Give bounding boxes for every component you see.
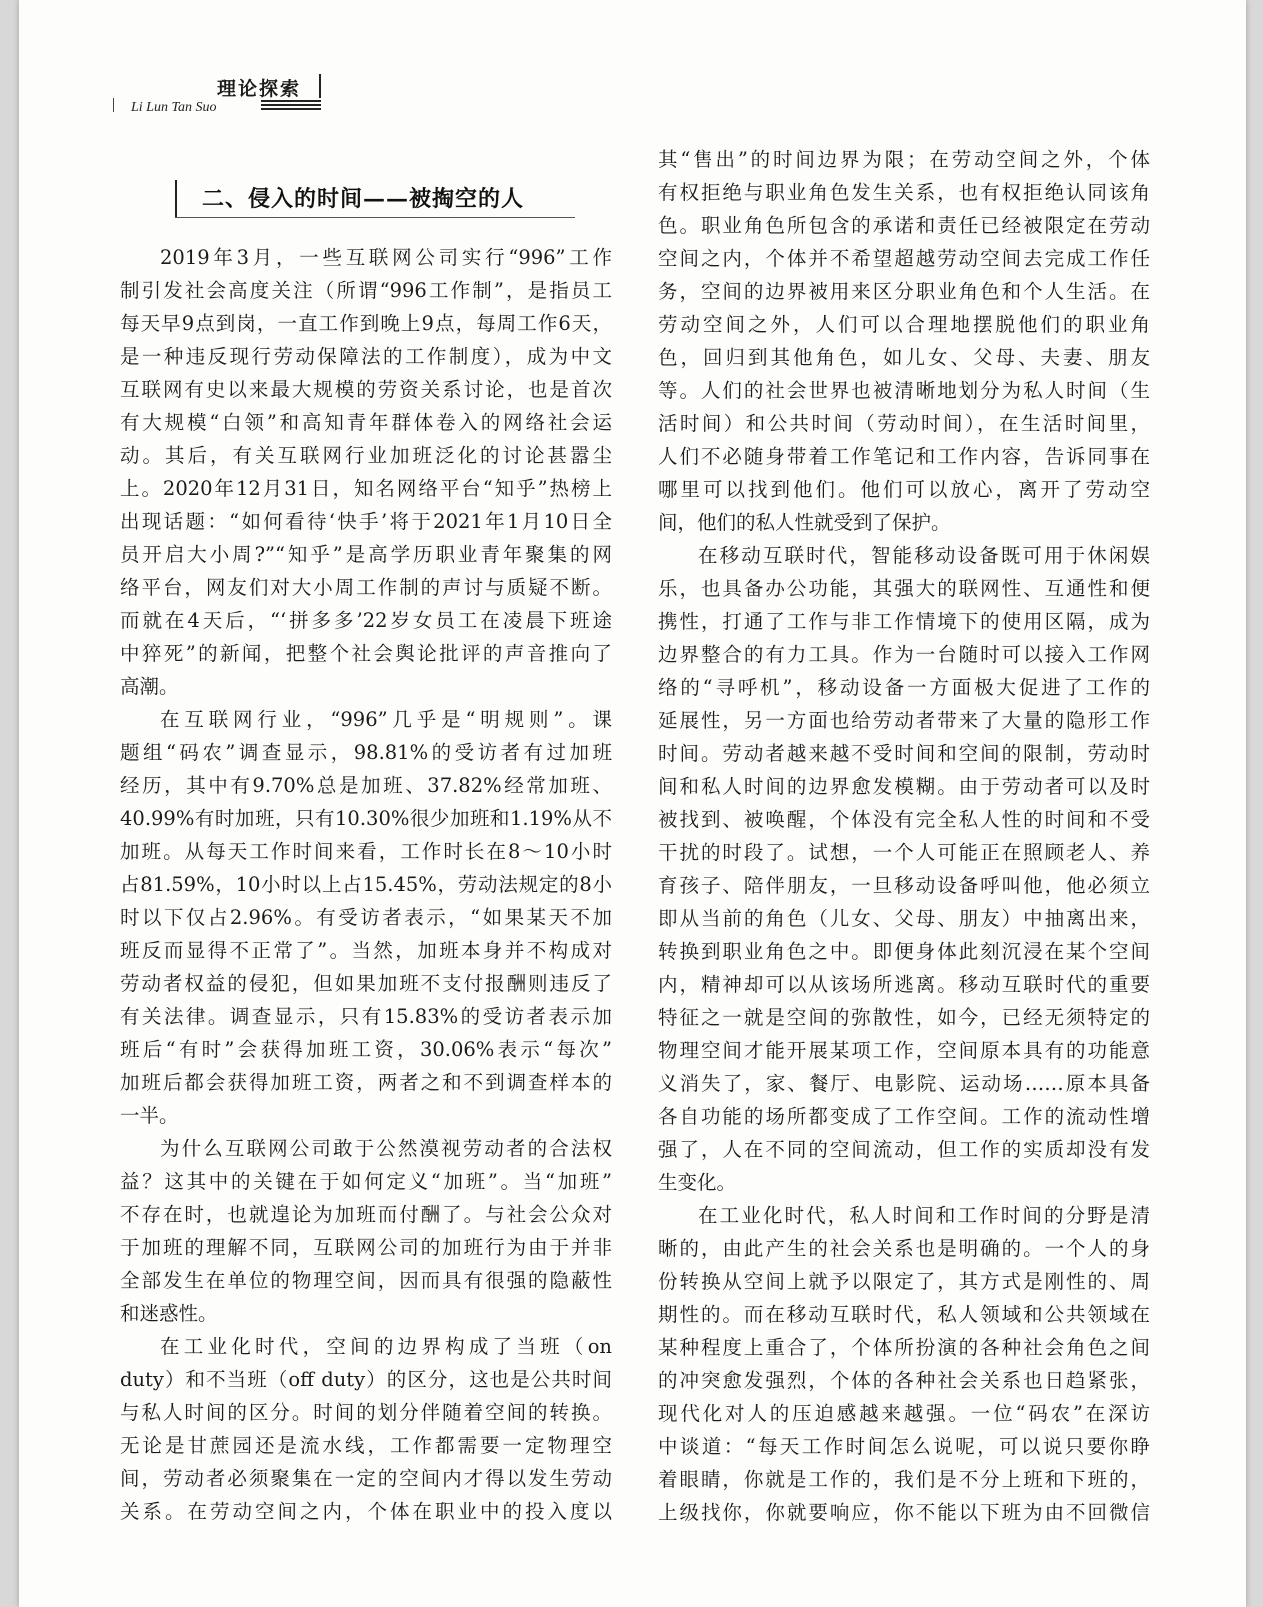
text-line: 间和私人时间的边界愈发模糊。由于劳动者可以及时 — [658, 775, 1150, 798]
running-head — [113, 70, 323, 118]
text-line: 即从当前的角色（儿女、父母、朋友）中抽离出来， — [658, 907, 1150, 930]
text-line: 无论是甘蔗园还是流水线，工作都需要一定物理空 — [120, 1434, 612, 1457]
text-line: 空间之内，个体并不希望超越劳动空间去完成工作任 — [658, 247, 1150, 270]
text-line: 乐，也具备办公功能，其强大的联网性、互通性和便 — [658, 577, 1150, 600]
text-line: 在移动互联时代，智能移动设备既可用于休闲娱 — [698, 544, 1150, 567]
text-line: 间，他们的私人性就受到了保护。 — [658, 511, 951, 534]
text-line: 时以下仅占2.96%。有受访者表示，“如果某天不加 — [120, 906, 612, 929]
text-line: 携性，打通了工作与非工作情境下的使用区隔，成为 — [658, 610, 1150, 633]
text-line: 40.99%有时加班，只有10.30%很少加班和1.19%从不 — [120, 807, 612, 830]
running-head-rule — [261, 104, 321, 106]
text-line: 某种程度上重合了，个体所扮演的各种社会角色之间 — [658, 1336, 1150, 1359]
text-line: 加班。从每天工作时间来看，工作时长在8～10小时 — [120, 840, 612, 863]
text-line: duty）和不当班（off duty）的区分，这也是公共时间 — [120, 1368, 612, 1391]
text-line: 时间。劳动者越来越不受时间和空间的限制，劳动时 — [658, 742, 1150, 765]
text-line: 劳动空间之外，人们可以合理地摆脱他们的职业角 — [658, 313, 1150, 336]
text-line: 边界整合的有力工具。作为一台随时可以接入工作网 — [658, 643, 1150, 666]
text-line: 在互联网行业，“996”几乎是“明规则”。课 — [160, 708, 612, 731]
text-line: 劳动者权益的侵犯，但如果加班不支付报酬则违反了 — [120, 972, 612, 995]
running-head-rule — [261, 108, 321, 110]
text-line: 与私人时间的区分。时间的划分伴随着空间的转换。 — [120, 1401, 612, 1424]
section-heading-bar — [175, 180, 177, 218]
text-line: 不存在时，也就遑论为加班而付酬了。与社会公众对 — [120, 1203, 612, 1226]
text-line: 份转换从空间上就予以限定了，其方式是刚性的、周 — [658, 1270, 1150, 1293]
text-line: 关系。在劳动空间之内，个体在职业中的投入度以 — [120, 1500, 612, 1523]
text-line: 现代化对人的压迫感越来越强。一位“码农”在深访 — [658, 1402, 1150, 1425]
text-line: 益？这其中的关键在于如何定义“加班”。当“加班” — [120, 1170, 612, 1193]
text-line: 员开启大小周?”“知乎”是高学历职业青年聚集的网 — [120, 543, 612, 566]
text-line: 期性的。而在移动互联时代，私人领域和公共领域在 — [658, 1303, 1150, 1326]
text-line: 络的“寻呼机”，移动设备一方面极大促进了工作的 — [658, 676, 1150, 699]
right-text-column — [658, 143, 1150, 1529]
text-line: 在工业化时代，空间的边界构成了当班（on — [160, 1335, 612, 1358]
text-line: 特征之一就是空间的弥散性，如今，已经无须特定的 — [658, 1006, 1150, 1029]
text-line: 络平台，网友们对大小周工作制的声讨与质疑不断。 — [120, 576, 612, 599]
text-line: 人们不必随身带着工作笔记和工作内容，告诉同事在 — [658, 445, 1150, 468]
text-line: 有权拒绝与职业角色发生关系，也有权拒绝认同该角 — [658, 181, 1150, 204]
text-line: 而就在4天后，“‘拼多多’22岁女员工在凌晨下班途 — [120, 609, 612, 632]
text-line: 转换到职业角色之中。即便身体此刻沉浸在某个空间 — [658, 940, 1150, 963]
running-head-left-bar — [113, 98, 114, 112]
text-line: 和迷惑性。 — [120, 1302, 218, 1325]
text-line: 中猝死”的新闻，把整个社会舆论批评的声音推向了 — [120, 642, 612, 665]
text-line: 为什么互联网公司敢于公然漠视劳动者的合法权 — [160, 1137, 612, 1160]
text-line: 生变化。 — [658, 1171, 737, 1194]
text-line: 一半。 — [120, 1104, 179, 1127]
text-line: 出现话题：“如何看待‘快手’将于2021年1月10日全 — [120, 510, 612, 533]
text-line: 上。2020年12月31日，知名网络平台“知乎”热榜上 — [120, 477, 612, 500]
text-line: 哪里可以找到他们。他们可以放心，离开了劳动空 — [658, 478, 1150, 501]
text-line: 间，劳动者必须聚集在一定的空间内才得以发生劳动 — [120, 1467, 612, 1490]
text-line: 每天早9点到岗，一直工作到晚上9点，每周工作6天， — [120, 312, 612, 335]
text-line: 有关法律。调查显示，只有15.83%的受访者表示加 — [120, 1005, 612, 1028]
left-text-column — [120, 241, 612, 1528]
section-heading-underline — [175, 217, 575, 218]
text-line: 各自功能的场所都变成了工作空间。工作的流动性增 — [658, 1105, 1150, 1128]
text-line: 活时间）和公共时间（劳动时间），在生活时间里， — [658, 412, 1150, 435]
text-line: 强了，人在不同的空间流动，但工作的实质却没有发 — [658, 1138, 1150, 1161]
text-line: 有大规模“白领”和高知青年群体卷入的网络社会运 — [120, 411, 612, 434]
text-line: 的冲突愈发强烈，个体的各种社会关系也日趋紧张， — [658, 1369, 1150, 1392]
text-line: 务，空间的边界被用来区分职业角色和个人生活。在 — [658, 280, 1150, 303]
section-heading-text: 二、侵入的时间——被掏空的人 — [202, 186, 525, 212]
text-line: 是一种违反现行劳动保障法的工作制度），成为中文 — [120, 345, 612, 368]
text-line: 着眼睛，你就是工作的，我们是不分上班和下班的， — [658, 1468, 1150, 1491]
text-line: 班后“有时”会获得加班工资，30.06%表示“每次” — [120, 1038, 612, 1061]
text-line: 延展性，另一方面也给劳动者带来了大量的隐形工作 — [658, 709, 1150, 732]
text-line: 高潮。 — [120, 675, 179, 698]
text-line: 制引发社会高度关注（所谓“996工作制”，是指员工 — [120, 279, 612, 302]
text-line: 被找到、被唤醒，个体没有完全私人性的时间和不受 — [658, 808, 1150, 831]
text-line: 占81.59%，10小时以上占15.45%，劳动法规定的8小 — [120, 873, 612, 896]
text-line: 加班后都会获得加班工资，两者之和不到调查样本的 — [120, 1071, 612, 1094]
text-line: 全部发生在单位的物理空间，因而具有很强的隐蔽性 — [120, 1269, 612, 1292]
text-line: 中谈道：“每天工作时间怎么说呢，可以说只要你睁 — [658, 1435, 1150, 1458]
running-head-pinyin: Li Lun Tan Suo — [131, 100, 217, 115]
text-line: 色，回归到其他角色，如儿女、父母、夫妻、朋友 — [658, 346, 1150, 369]
text-line: 晰的，由此产生的社会关系也是明确的。一个人的身 — [658, 1237, 1150, 1260]
text-line: 色。职业角色所包含的承诺和责任已经被限定在劳动 — [658, 214, 1150, 237]
document-page — [19, 0, 1246, 1607]
running-head-title: 理论探索 — [217, 78, 302, 100]
text-line: 内，精神却可以从该场所逃离。移动互联时代的重要 — [658, 973, 1150, 996]
text-line: 义消失了，家、餐厅、电影院、运动场……原本具备 — [658, 1072, 1150, 1095]
text-line: 于加班的理解不同，互联网公司的加班行为由于并非 — [120, 1236, 612, 1259]
text-line: 2019年3月，一些互联网公司实行“996”工作 — [160, 246, 612, 269]
text-line: 上级找你，你就要响应，你不能以下班为由不回微信 — [658, 1501, 1150, 1524]
text-line: 动。其后，有关互联网行业加班泛化的讨论甚嚣尘 — [120, 444, 612, 467]
text-line: 其“售出”的时间边界为限；在劳动空间之外，个体 — [658, 148, 1150, 171]
text-line: 互联网有史以来最大规模的劳资关系讨论，也是首次 — [120, 378, 612, 401]
text-line: 题组“码农”调查显示，98.81%的受访者有过加班 — [120, 741, 612, 764]
text-line: 干扰的时段了。试想，一个人可能正在照顾老人、养 — [658, 841, 1150, 864]
text-line: 在工业化时代，私人时间和工作时间的分野是清 — [698, 1204, 1150, 1227]
text-line: 物理空间才能开展某项工作，空间原本具有的功能意 — [658, 1039, 1150, 1062]
text-line: 班反而显得不正常了”。当然，加班本身并不构成对 — [120, 939, 612, 962]
text-line: 育孩子、陪伴朋友，一旦移动设备呼叫他，他必须立 — [658, 874, 1150, 897]
running-head-divider — [319, 74, 321, 98]
text-line: 等。人们的社会世界也被清晰地划分为私人时间（生 — [658, 379, 1150, 402]
section-heading — [175, 180, 575, 220]
running-head-rule — [261, 100, 321, 102]
text-line: 经历，其中有9.70%总是加班、37.82%经常加班、 — [120, 774, 612, 797]
